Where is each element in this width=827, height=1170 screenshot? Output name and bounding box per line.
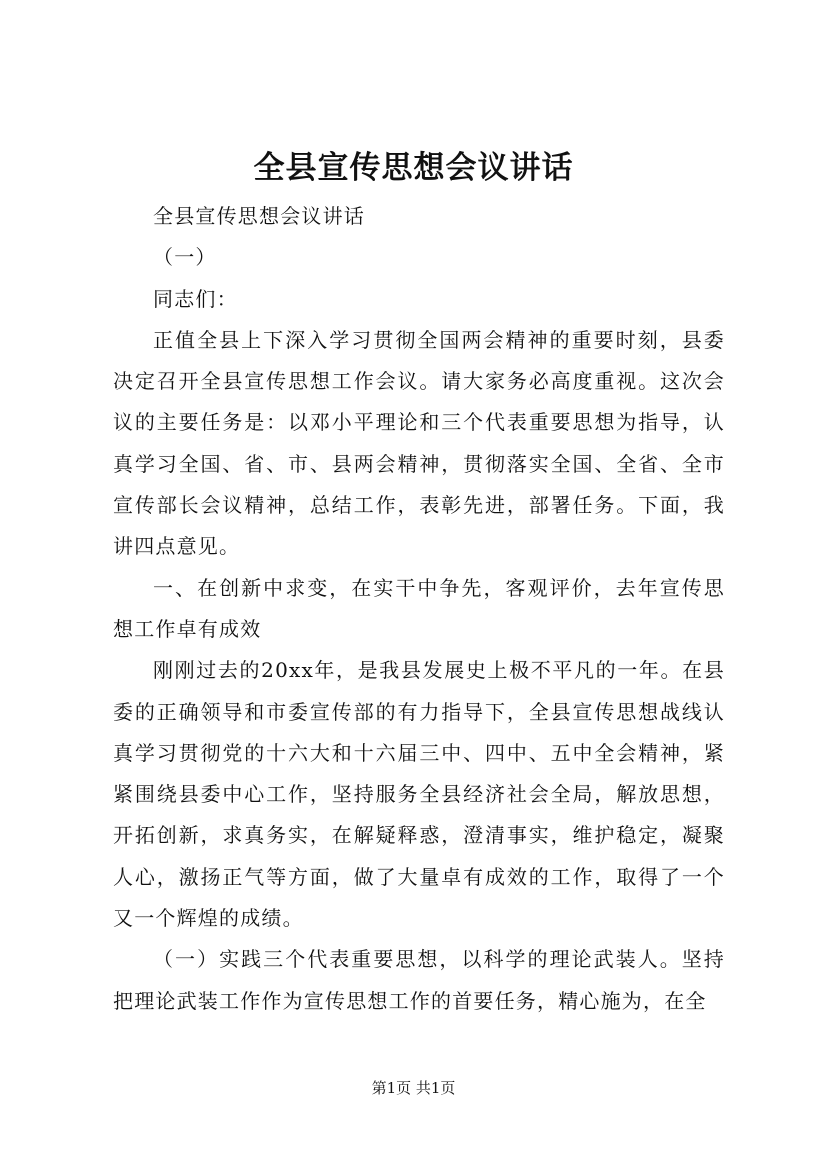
salutation-paragraph: 同志们：	[153, 286, 238, 311]
body-paragraph: 刚刚过去的20xx年，是我县发展史上极不平凡的一年。在县委的正确领导和市委宣传部的有力指导下，全县宣传思想战线认真学习贯彻党的十六大和十六届三中、四中、五中全会精神，紧紧围绕县委中心工作，坚持服务全县经济社会全局，解放思想，开拓创新，求真务实，在解疑释惑，澄清事实，维护稳定，凝聚人心，激扬正气等方面，做了大量卓有成效的工作，取得了一个又一个辉煌的成绩。	[113, 658, 725, 931]
heading-paragraph: 一、在创新中求变，在实干中争先，客观评价，去年宣传思想工作卓有成效	[113, 575, 725, 641]
intro-paragraph: 正值全县上下深入学习贯彻全国两会精神的重要时刻，县委决定召开全县宣传思想工作会议。请大家务必高度重视。这次会议的主要任务是：以邓小平理论和三个代表重要思想为指导，认真学习全国、省、市、县两会精神，贯彻落实全国、全省、全市宣传部长会议精神，总结工作，表彰先进，部署任务。下面，我讲四点意见。	[113, 327, 725, 559]
document-title: 全县宣传思想会议讲话	[253, 150, 574, 186]
subtitle-paragraph: 全县宣传思想会议讲话	[153, 204, 365, 228]
body-paragraph: （一）实践三个代表重要思想，以科学的理论武装人。坚持把理论武装工作作为宣传思想工作的首要任务，精心施为，在全	[113, 947, 725, 1013]
page-footer: 第1页 共1页	[371, 1079, 456, 1097]
document-body	[113, 196, 725, 1022]
section-number-paragraph: （一）	[153, 245, 217, 270]
